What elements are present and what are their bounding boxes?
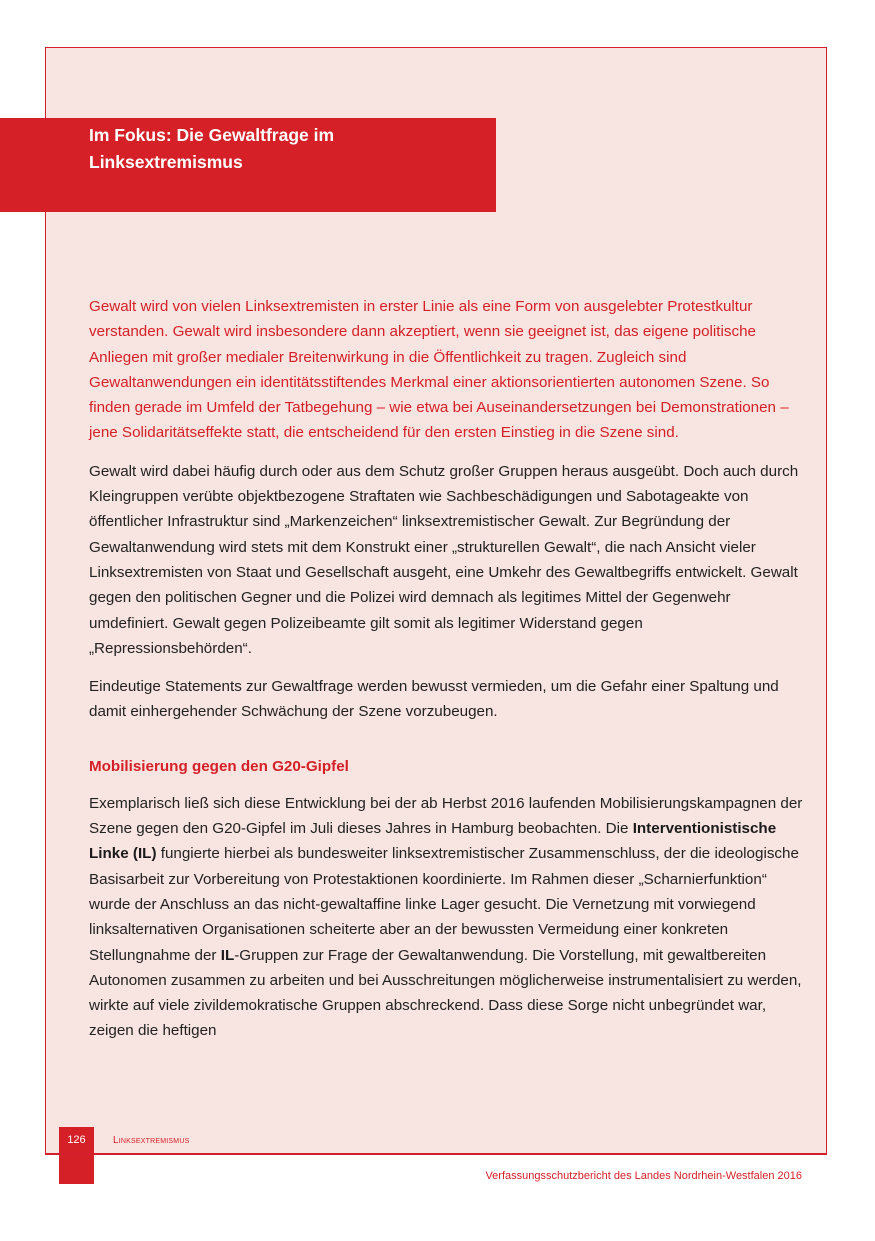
running-section-label: Linksextremismus bbox=[113, 1135, 190, 1146]
section-paragraph bbox=[89, 791, 803, 1044]
bold-term: Interventionistische Linke (IL) bbox=[89, 820, 777, 863]
section-heading: Mobilisierung gegen den G20-Gipfel bbox=[89, 757, 349, 775]
text-run: fungierte hierbei als bundesweiter linksextremistischer Zusammenschluss, der die ideologische Basisarbeit zur Vorbereitung von Protestaktionen koordinierte. Im Rahmen dieser „Scharnierfunktion“ wurde der Anschluss an das nicht-gewaltaffine linke Lager gesucht. Die Vernetzung mit vorwiegend linksalternativen Organisationen scheiterte aber an der bewussten Vermeidung einer konkreten Stellungnahme der bbox=[89, 845, 799, 964]
text-run: -Gruppen zur Frage der Gewaltanwendung. Die Vorstellung, mit gewaltbereiten Autonomen zusammen zu arbeiten und bei Ausschreitungen möglicherweise instrumentalisiert zu werden, wirkte auf viele zivildemokratische Gruppen abschreckend. Dass diese Sorge nicht unbegründet war, zeigen die heftigen bbox=[89, 946, 802, 1040]
lead-paragraph: Gewalt wird von vielen Linksextremisten in erster Linie als eine Form von ausgelebter Protestkultur verstanden. Gewalt wird insbesondere dann akzeptiert, wenn sie geeignet ist, das eigene politische Anliegen mit großer medialer Breitenwirkung in die Öffentlichkeit zu tragen. Zugleich sind Gewaltanwendungen ein identitätsstiftendes Merkmal einer aktionsorientierten autonomen Szene. So finden gerade im Umfeld der Tatbegehung – wie etwa bei Auseinandersetzungen bei Demonstrationen – jene Solidaritätseffekte statt, die entscheidend für den ersten Einstieg in die Szene sind. bbox=[89, 298, 789, 442]
footer-divider bbox=[45, 1153, 827, 1155]
body-paragraph: Eindeutige Statements zur Gewaltfrage werden bewusst vermieden, um die Gefahr einer Spaltung und damit einhergehender Schwächung der Szene vorzubeugen. bbox=[89, 678, 779, 721]
body-paragraph: Gewalt wird dabei häufig durch oder aus dem Schutz großer Gruppen heraus ausgeübt. Doch auch durch Kleingruppen verübte objektbezogene Straftaten wie Sachbeschädigungen und Sabotageakte von öffentlicher Infrastruktur sind „Markenzeichen“ linksextremistischer Gewalt. Zur Begründung der Gewaltanwendung wird stets mit dem Konstrukt einer „strukturellen Gewalt“, die nach Ansicht vieler Linksextremisten von Staat und Gesellschaft ausgeht, eine Umkehr des Gewaltbegriffs entwickelt. Gewalt gegen den politischen Gegner und die Polizei wird demnach als legitimes Mittel der Gegenwehr umdefiniert. Gewalt gegen Polizeibeamte gilt somit als legitimer Widerstand gegen „Repressionsbehörden“. bbox=[89, 462, 799, 657]
bold-term: IL bbox=[220, 946, 235, 964]
publication-title: Verfassungsschutzbericht des Landes Nordrhein-Westfalen 2016 bbox=[485, 1170, 802, 1182]
box-title: Im Fokus: Die Gewaltfrage im Linksextremismus bbox=[89, 125, 335, 172]
text-run: Exemplarisch ließ sich diese Entwicklung bei der ab Herbst 2016 laufenden Mobilisierungskampagnen der Szene gegen den G20-Gipfel im Juli dieses Jahres in Hamburg beobachten. Die bbox=[89, 794, 803, 838]
box-content bbox=[89, 294, 803, 1057]
page-number: 126 bbox=[67, 1134, 86, 1146]
